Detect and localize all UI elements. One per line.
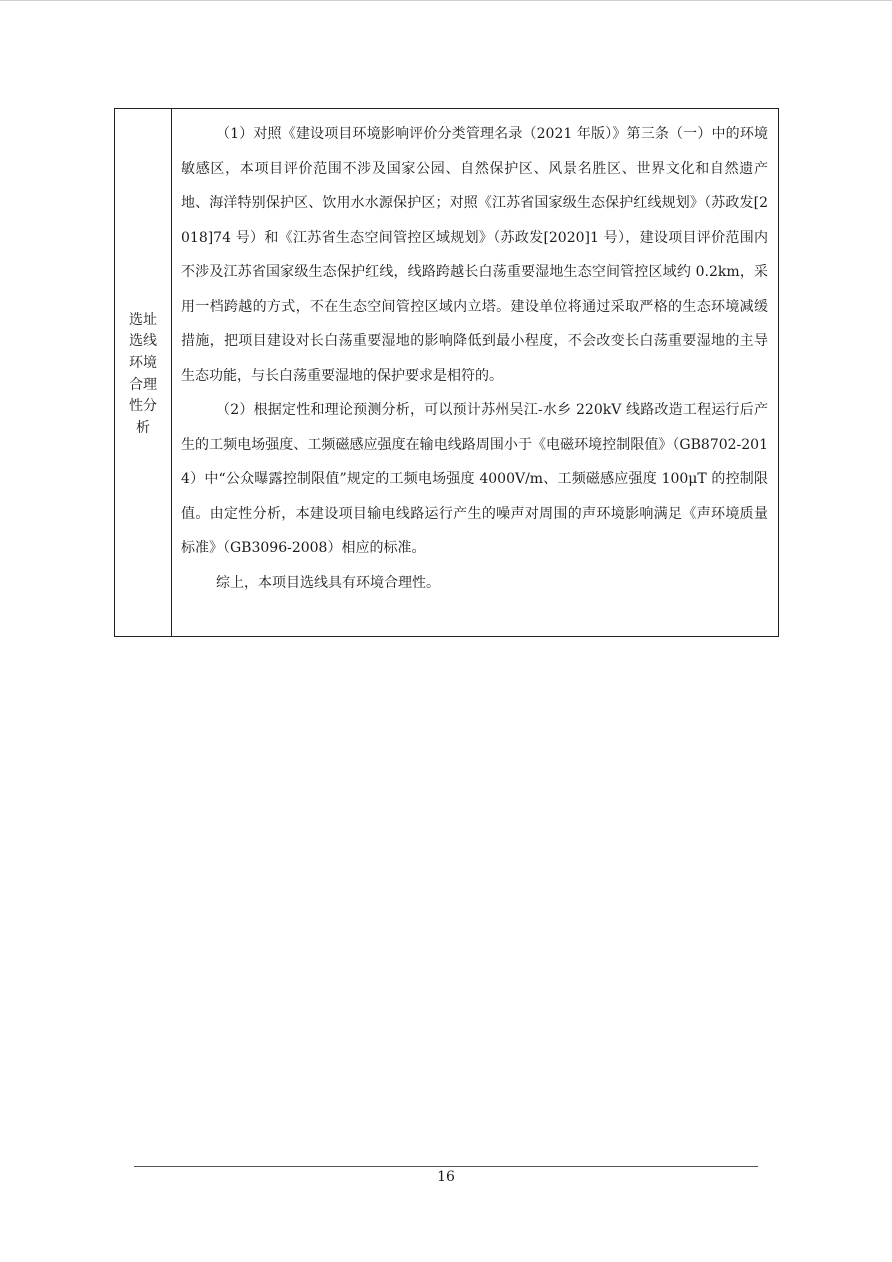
page-number: 16 (437, 1169, 455, 1185)
row-label-cell (115, 109, 172, 636)
row-label-line: 性分 (129, 398, 157, 415)
paragraph-ecological-sensitivity: （1）对照《建设项目环境影响评价分类管理名录（2021 年版）》第三条（一）中的环境敏感区，本项目评价范围不涉及国家公园、自然保护区、风景名胜区、世界文化和自然遗产地、海洋特别保护区、饮用水水源保护区；对照《江苏省国家级生态保护红线规划》（苏政发[2018]74 号）和《江苏省生态空间管控区域规划》（苏政发[2020]1 号），建设项目评价范围内不涉及江苏省国家级生态保护红线，线路跨越长白荡重要湿地生态空间管控区域约 0.2km，采用一档跨越的方式，不在生态空间管控区域内立塔。建设单位将通过采取严格的生态环境减缓措施，把项目建设对长白荡重要湿地的影响降低到最小程度，不会改变长白荡重要湿地的主导生态功能，与长白荡重要湿地的保护要求是相符的。 (181, 126, 768, 384)
row-label-line: 析 (136, 419, 150, 436)
assessment-table (114, 108, 779, 637)
row-label-line: 选线 (129, 333, 157, 350)
row-label-line: 环境 (129, 354, 157, 371)
analysis-content-cell (172, 109, 778, 636)
paragraph-conclusion: 综上，本项目选线具有环境合理性。 (216, 574, 440, 591)
row-label-line: 合理 (129, 376, 157, 393)
paragraph-electromagnetic-noise: （2）根据定性和理论预测分析，可以预计苏州吴江-水乡 220kV 线路改造工程运行后产生的工频电场强度、工频磁感应强度在输电线路周围小于《电磁环境控制限值》（GB8702-2014）中“公众曝露控制限值”规定的工频电场强度 4000V/m、工频磁感应强度 100μT 的控制限值。由定性分析，本建设项目输电线路运行产生的噪声对周围的声环境影响满足《声环境质量标准》（GB3096-2008）相应的标准。 (181, 402, 768, 556)
row-label-line: 选址 (129, 311, 157, 328)
page-top-border (0, 0, 892, 1)
